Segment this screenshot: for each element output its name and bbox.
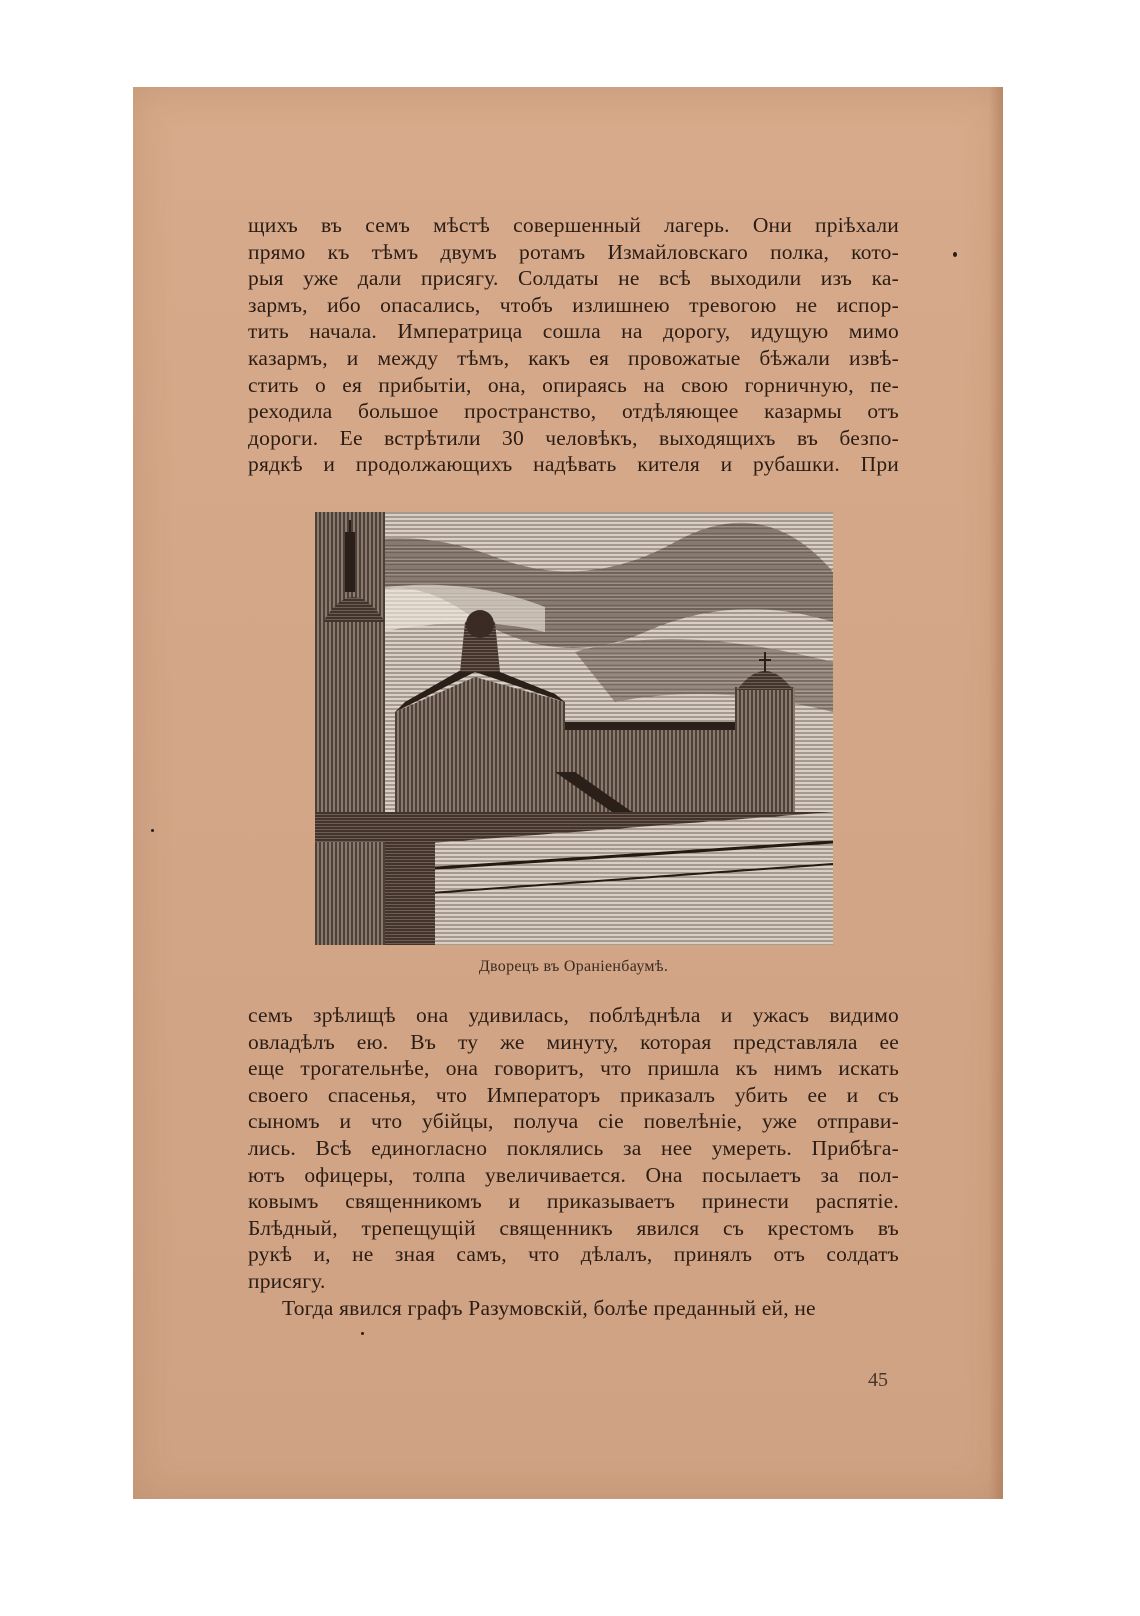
text-line: казармъ, и между тѣмъ, какъ ея провожатые бѣжали извѣ- — [248, 345, 899, 370]
text-line: реходила большое пространство, отдѣляющее казармы отъ — [248, 399, 899, 424]
figure-caption: Дворецъ въ Оранiенбаумѣ. — [478, 958, 669, 975]
text-line: сыномъ и что убійцы, получа сіе повелѣніе, уже отправи- — [248, 1109, 899, 1134]
text-line: еще трогательнѣе, она говоритъ, что пришла къ нимъ искать — [248, 1056, 899, 1081]
ink-speck — [361, 1332, 364, 1335]
ink-speck — [953, 252, 957, 257]
text-line: прямо къ тѣмъ двумъ ротамъ Измайловскаго полка, кото- — [248, 239, 899, 264]
scanned-page — [133, 87, 1003, 1499]
text-line: Блѣдный, трепещущій священникъ явился съ крестомъ въ — [248, 1215, 899, 1240]
text-line: лись. Всѣ единогласно поклялись за нее умереть. Прибѣга- — [248, 1135, 899, 1160]
text-line: семъ зрѣлищѣ она удивилась, поблѣднѣла и ужасъ видимо — [248, 1003, 899, 1027]
text-line: тить начала. Императрица сошла на дорогу, идущую мимо — [248, 319, 899, 344]
text-line: ковымъ священникомъ и приказываетъ принести распятіе. — [248, 1189, 899, 1214]
ink-speck — [151, 829, 154, 832]
text-line: щихъ въ семъ мѣстѣ совершенный лагерь. Они пріѣхали — [248, 213, 899, 237]
text-line: рукѣ и, не зная самъ, что дѣлалъ, принялъ отъ солдатъ — [248, 1242, 899, 1267]
text-line: своего спасенья, что Императоръ приказалъ убить ее и съ — [248, 1082, 899, 1107]
text-line: рядкѣ и продолжающихъ надѣвать кителя и рубашки. При — [248, 452, 899, 477]
text-line: зармъ, ибо опасались, чтобъ излишнею тревогою не испор- — [248, 292, 899, 317]
palace-engraving-illustration — [315, 512, 833, 945]
text-line-indented: Тогда явился графъ Разумовскій, болѣе преданный ей, не — [282, 1295, 816, 1320]
text-line: ютъ офицеры, толпа увеличивается. Она посылаетъ за пол- — [248, 1162, 899, 1187]
text-line: овладѣлъ ею. Въ ту же минуту, которая представляла ее — [248, 1029, 899, 1054]
body-text-top — [248, 212, 899, 478]
text-line: присягу. — [248, 1268, 326, 1293]
text-line: дороги. Ее встрѣтили 30 человѣкъ, выходящихъ въ безпо- — [248, 425, 899, 450]
body-text-bottom — [248, 1002, 899, 1321]
text-line: стить о ея прибытіи, она, опираясь на свою горничную, пе- — [248, 372, 899, 397]
text-line: рыя уже дали присягу. Солдаты не всѣ выходили изъ ка- — [248, 266, 899, 291]
page-number: 45 — [868, 1369, 888, 1391]
